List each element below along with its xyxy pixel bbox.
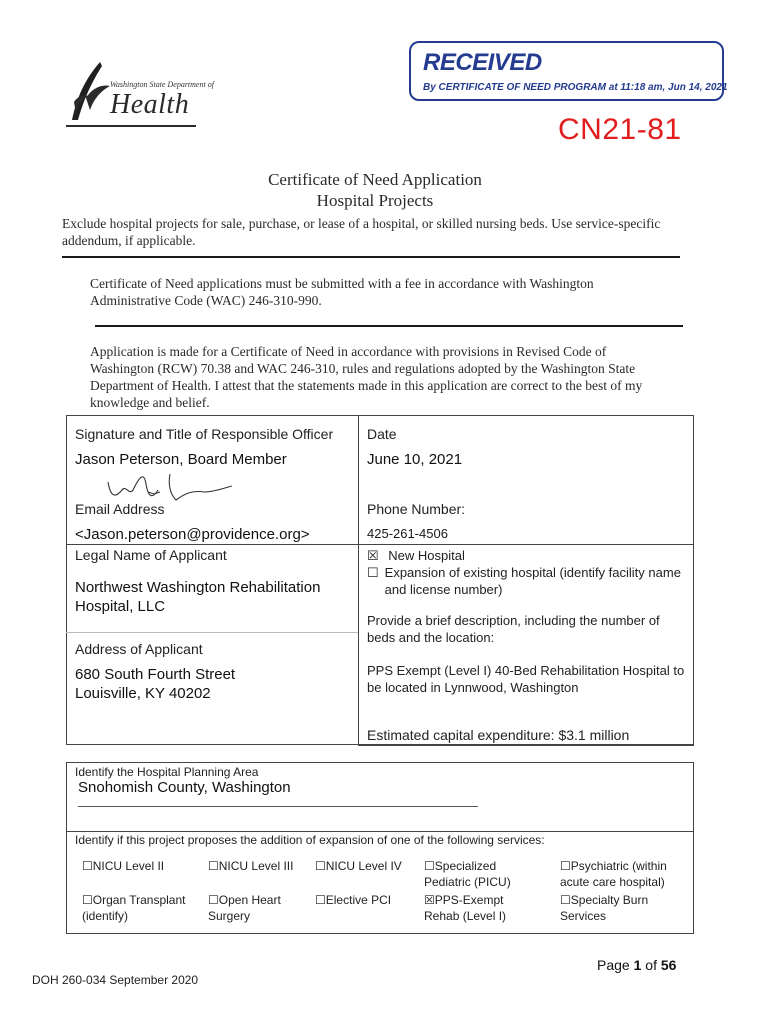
logo-underline xyxy=(66,125,196,127)
service-specialty-burn[interactable] xyxy=(560,892,680,924)
page-indicator xyxy=(597,957,676,973)
document-title: Certificate of Need Application xyxy=(268,170,482,189)
fee-note: Certificate of Need applications must be submitted with a fee in accordance with Washington Administrative Code (WAC) 246-310-990. xyxy=(90,276,594,308)
row-divider xyxy=(358,745,694,746)
attestation-text: Application is made for a Certificate of Need in accordance with provisions in Revised Code of Washington (RCW) 70.38 and WAC 246-310, rules and regulations adopted by the Washington State Department of Health. I attest that the statements made in this application are correct to the best of my knowledge and belief. xyxy=(90,344,643,410)
service-specialized-pediatric[interactable] xyxy=(424,858,534,890)
signature-name[interactable]: Jason Peterson, Board Member xyxy=(75,451,287,468)
service-label: Specialty Burn Services xyxy=(560,893,649,923)
form-number: DOH 260-034 September 2020 xyxy=(32,973,199,987)
service-elective-pci[interactable] xyxy=(315,892,415,908)
checkbox-icon[interactable]: ☐ xyxy=(560,859,571,873)
logo-department-text: Washington State Department of xyxy=(110,80,214,89)
signature-label: Signature and Title of Responsible Officer xyxy=(75,426,334,442)
page-of: of xyxy=(641,957,661,973)
checkbox-icon[interactable]: ☐ xyxy=(315,893,326,907)
description-label: Provide a brief description, including the number of beds and the location: xyxy=(367,613,660,645)
email-value[interactable]: <Jason.peterson@providence.org> xyxy=(75,526,310,543)
service-label: NICU Level IV xyxy=(325,859,402,873)
divider xyxy=(62,256,680,258)
document-subtitle: Hospital Projects xyxy=(316,191,434,210)
planning-area-value[interactable]: Snohomish County, Washington xyxy=(78,779,291,796)
service-open-heart[interactable] xyxy=(208,892,308,924)
stamp-subtitle: By CERTIFICATE OF NEED PROGRAM at 11:18 am, Jun 14, 2021 xyxy=(423,82,728,93)
date-label: Date xyxy=(367,426,397,442)
expansion-label: Expansion of existing hospital (identify facility name and license number) xyxy=(384,565,681,597)
service-nicu-level-ii[interactable] xyxy=(82,858,197,874)
expansion-checkbox-icon[interactable]: ☐ xyxy=(367,565,379,580)
logo-health-text: Health xyxy=(110,89,190,120)
expansion-option[interactable] xyxy=(367,564,687,598)
service-label: Psychiatric (within acute care hospital) xyxy=(560,859,667,889)
phone-value[interactable]: 425-261-4506 xyxy=(367,526,448,541)
service-organ-transplant[interactable] xyxy=(82,892,200,924)
checkbox-icon[interactable]: ☒ xyxy=(424,893,435,907)
service-nicu-level-iii[interactable] xyxy=(208,858,308,874)
service-nicu-level-iv[interactable] xyxy=(315,858,415,874)
service-label: Organ Transplant (identify) xyxy=(82,893,186,923)
checkbox-icon[interactable]: ☐ xyxy=(424,859,435,873)
email-label: Email Address xyxy=(75,501,165,517)
address-line1[interactable]: 680 South Fourth Street xyxy=(75,666,236,683)
service-label: NICU Level II xyxy=(92,859,165,873)
stamp-title: RECEIVED xyxy=(423,49,542,76)
checkbox-icon[interactable]: ☐ xyxy=(315,859,326,873)
case-number: CN21-81 xyxy=(558,113,682,146)
address-line2[interactable]: Louisville, KY 40202 xyxy=(75,685,211,702)
received-stamp xyxy=(409,41,728,101)
service-label: NICU Level III xyxy=(218,859,294,873)
new-hospital-label: New Hospital xyxy=(388,548,465,563)
checkbox-icon[interactable]: ☐ xyxy=(208,859,219,873)
address-label: Address of Applicant xyxy=(75,641,203,657)
date-value[interactable]: June 10, 2021 xyxy=(367,451,463,468)
checkbox-icon[interactable]: ☐ xyxy=(82,893,93,907)
new-hospital-checkbox-icon[interactable]: ☒ xyxy=(367,548,379,563)
row-divider xyxy=(66,544,358,545)
underline xyxy=(78,806,478,807)
service-psychiatric[interactable] xyxy=(560,858,685,890)
planning-area-label: Identify the Hospital Planning Area xyxy=(75,765,259,779)
checkbox-icon[interactable]: ☐ xyxy=(560,893,571,907)
new-hospital-option[interactable] xyxy=(367,547,465,564)
exclude-note: Exclude hospital projects for sale, purchase, or lease of a hospital, or skilled nursing beds. Use service-specific addendum, if applicable. xyxy=(62,216,661,248)
service-pps-exempt-rehab[interactable] xyxy=(424,892,534,924)
checkbox-icon[interactable]: ☐ xyxy=(208,893,219,907)
page-prefix: Page xyxy=(597,957,634,973)
service-label: Specialized Pediatric (PICU) xyxy=(424,859,511,889)
row-divider xyxy=(358,544,694,545)
service-label: PPS-Exempt Rehab (Level I) xyxy=(424,893,507,923)
phone-label: Phone Number: xyxy=(367,501,466,517)
services-label: Identify if this project proposes the addition of expansion of one of the following services: xyxy=(75,833,545,847)
column-divider xyxy=(358,415,359,745)
doh-logo xyxy=(66,58,214,128)
page-total: 56 xyxy=(660,957,677,973)
row-divider xyxy=(66,632,358,633)
description-value[interactable]: PPS Exempt (Level I) 40-Bed Rehabilitation Hospital to be located in Lynnwood, Washington xyxy=(367,663,685,695)
legal-name-label: Legal Name of Applicant xyxy=(75,547,227,563)
service-label: Open Heart Surgery xyxy=(208,893,281,923)
legal-name-value[interactable]: Northwest Washington Rehabilitation Hospital, LLC xyxy=(75,579,321,615)
health-leaf-icon xyxy=(66,58,116,128)
page-number: 1 xyxy=(633,957,642,973)
capex-value[interactable]: Estimated capital expenditure: $3.1 million xyxy=(367,727,630,743)
checkbox-icon[interactable]: ☐ xyxy=(82,859,93,873)
row-divider xyxy=(66,831,694,832)
divider xyxy=(95,325,683,327)
service-label: Elective PCI xyxy=(325,893,392,907)
